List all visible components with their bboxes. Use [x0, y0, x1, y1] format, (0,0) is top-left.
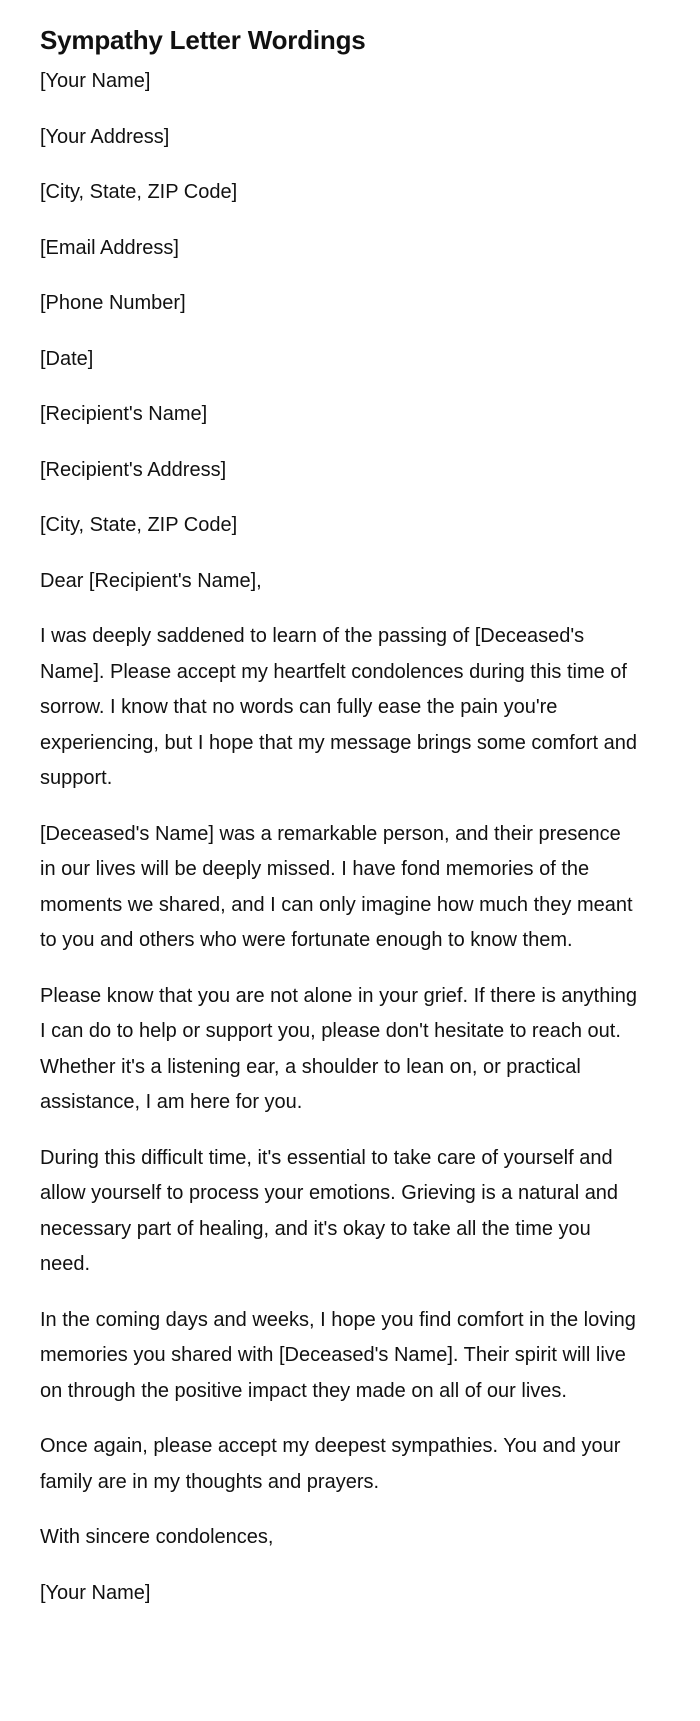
signature: [Your Name] — [40, 1581, 151, 1604]
sender-email: [Email Address] — [40, 236, 179, 259]
closing: With sincere condolences, — [40, 1526, 274, 1548]
salutation: Dear [Recipient's Name], — [40, 569, 262, 592]
recipient-name: [Recipient's Name] — [40, 403, 208, 425]
body-paragraph: [Deceased's Name] was a remarkable person, and their presence in our lives will be deeply missed. I have fond memories of the moments we shared, and I can only imagine how much they meant to you and others who were fortunate enough to know them. — [40, 822, 633, 951]
sender-name: [Your Name] — [40, 70, 151, 92]
body-paragraph: Please know that you are not alone in your grief. If there is anything I can do to help or support you, please don't hesitate to reach out. Whether it's a listening ear, a shoulder to lean on, or practical assistance, I am here for you. — [40, 984, 638, 1113]
sender-city-state-zip: [City, State, ZIP Code] — [40, 181, 238, 203]
body-paragraph: Once again, please accept my deepest sympathies. You and your family are in my thoughts and prayers. — [40, 1435, 621, 1493]
recipient-city-state-zip: [City, State, ZIP Code] — [40, 514, 238, 536]
document-title: Sympathy Letter Wordings — [40, 25, 366, 55]
body-paragraph: During this difficult time, it's essential to take care of yourself and allow yourself to process your emotions. Grieving is a natural and necessary part of healing, and it's okay to take all the time you need. — [40, 1146, 619, 1275]
sender-address: [Your Address] — [40, 125, 170, 148]
recipient-address: [Recipient's Address] — [40, 458, 227, 481]
letter-date: [Date] — [40, 347, 94, 370]
body-paragraph: In the coming days and weeks, I hope you find comfort in the loving memories you shared with [Deceased's Name]. Their spirit will live on through the positive impact they made on all of our lives. — [40, 1308, 636, 1402]
body-paragraph: I was deeply saddened to learn of the passing of [Deceased's Name]. Please accept my heartfelt condolences during this time of sorrow. I know that no words can fully ease the pain you're experiencing, but I hope that my message brings some comfort and support. — [40, 625, 637, 789]
sender-phone: [Phone Number] — [40, 292, 186, 314]
